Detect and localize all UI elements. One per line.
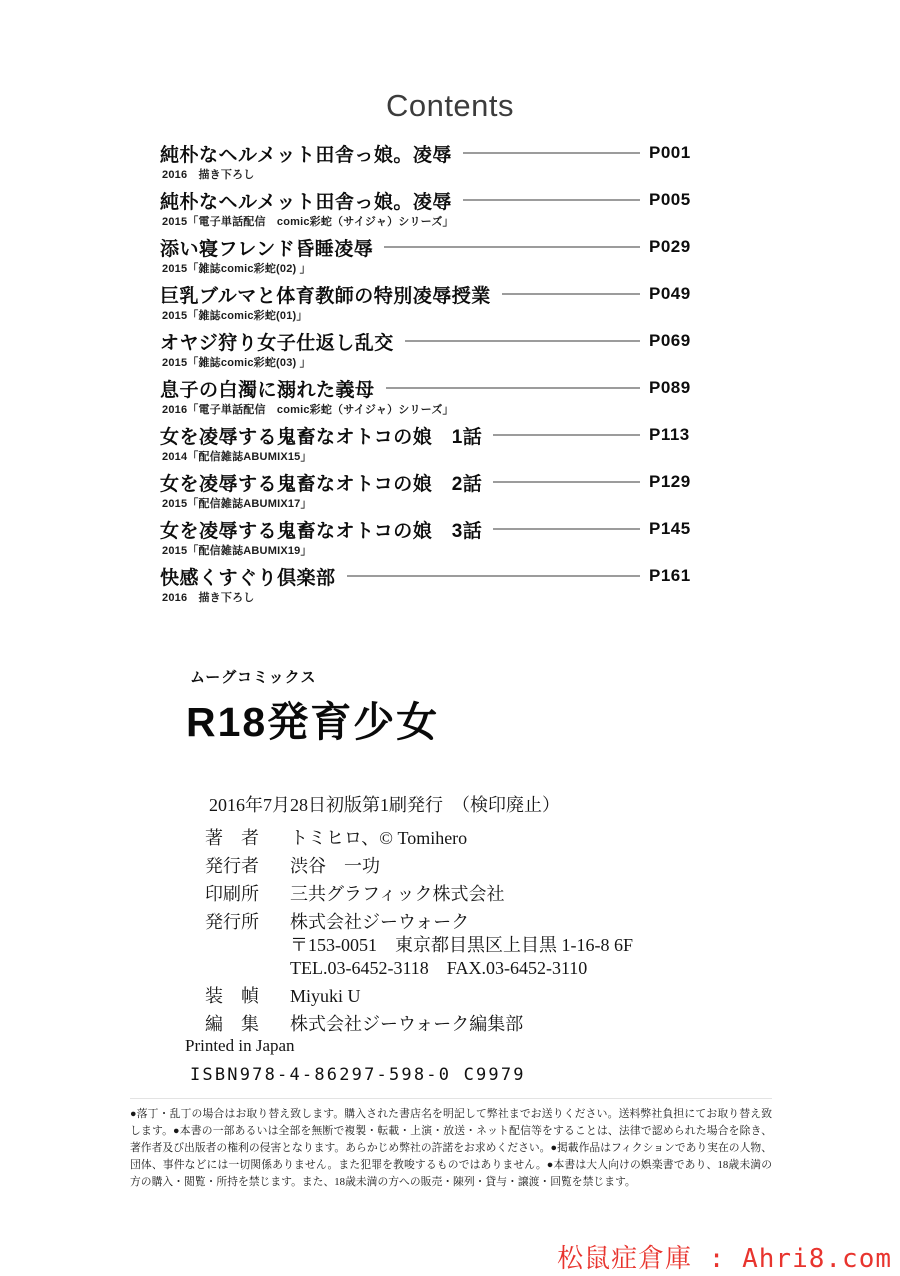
toc-entry-source: 2016 描き下ろし (162, 592, 255, 604)
toc-entry-title: 女を凌辱する鬼畜なオトコの娘 3話 (160, 520, 483, 542)
colophon-row-editing (205, 1013, 633, 1036)
colophon-label: 編 集 (205, 1014, 259, 1034)
page-title: Contents (385, 88, 515, 123)
toc-entry-page: P069 (649, 331, 691, 350)
toc-entry-title: 女を凌辱する鬼畜なオトコの娘 2話 (160, 473, 483, 495)
toc-entry-page: P049 (649, 284, 691, 303)
colophon-row-publisher-person (205, 855, 633, 878)
leader-line (493, 434, 640, 436)
colophon-label: 著 者 (205, 828, 259, 848)
colophon-row-publisher-company (205, 911, 633, 980)
toc-entry-source: 2015「雑誌comic彩蛇(01)」 (162, 310, 308, 322)
toc-entry (160, 141, 692, 181)
colophon-value: トミヒロ、© Tomihero (290, 828, 468, 848)
toc-entry-title: 添い寝フレンド昏睡凌辱 (160, 238, 374, 260)
toc-entry-page: P001 (649, 143, 691, 162)
printed-in-japan: Printed in Japan (185, 1036, 295, 1055)
publisher-address: 〒153-0051 東京都目黒区上目黒 1-16-8 6F (290, 935, 633, 955)
leader-line (347, 575, 640, 577)
toc-entry-page: P145 (649, 519, 691, 538)
toc-entry-title: 純朴なヘルメット田舎っ娘。凌辱 (160, 144, 452, 166)
toc-entry-page: P005 (649, 190, 691, 209)
toc-entry-source: 2016「電子単話配信 comic彩蛇（サイジャ）シリーズ」 (162, 404, 454, 416)
colophon (205, 827, 633, 1041)
edition-line: 2016年7月28日初版第1刷発行 （検印廃止） (209, 795, 560, 815)
colophon-value: 株式会社ジーウォーク (290, 912, 470, 932)
toc-entry-title: 巨乳ブルマと体育教師の特別凌辱授業 (160, 285, 491, 307)
publisher-phone: TEL.03-6452-3118 FAX.03-6452-3110 (290, 958, 588, 978)
toc-entry-title: 純朴なヘルメット田舎っ娘。凌辱 (160, 191, 452, 213)
toc-entry-source: 2015「電子単話配信 comic彩蛇（サイジャ）シリーズ」 (162, 216, 454, 228)
toc-entry-page: P089 (649, 378, 691, 397)
toc-entry-source: 2014「配信雑誌ABUMIX15」 (162, 451, 312, 463)
colophon-label: 発行所 (205, 912, 259, 932)
toc-entry (160, 423, 692, 463)
colophon-row-author (205, 827, 633, 850)
colophon-value: 株式会社ジーウォーク編集部 (290, 1014, 524, 1034)
toc-entry-source: 2015「配信雑誌ABUMIX17」 (162, 498, 312, 510)
toc-entry-source: 2015「配信雑誌ABUMIX19」 (162, 545, 312, 557)
toc-entry-source: 2015「雑誌comic彩蛇(02) 」 (162, 263, 311, 275)
colophon-row-design (205, 985, 633, 1008)
toc-entry-title: 女を凌辱する鬼畜なオトコの娘 1話 (160, 426, 483, 448)
toc-entry-title: オヤジ狩り女子仕返し乱交 (160, 332, 394, 354)
colophon-value: 渋谷 一功 (290, 856, 380, 876)
colophon-value: Miyuki U (290, 986, 361, 1006)
toc-entry (160, 188, 692, 228)
colophon-label: 印刷所 (205, 884, 259, 904)
table-of-contents (160, 141, 692, 611)
leader-line (405, 340, 640, 342)
leader-line (463, 199, 640, 201)
colophon-label: 装 幀 (205, 986, 259, 1006)
book-title: R18発育少女 (186, 699, 440, 745)
toc-entry (160, 376, 692, 416)
watermark-text: 松鼠症倉庫 : Ahri8.com (557, 1244, 892, 1274)
toc-entry (160, 329, 692, 369)
leader-line (493, 528, 640, 530)
toc-entry (160, 235, 692, 275)
toc-entry-title: 息子の白濁に溺れた義母 (160, 379, 375, 401)
toc-entry (160, 564, 692, 604)
leader-line (502, 293, 640, 295)
leader-line (493, 481, 640, 483)
imprint-label: ムーグコミックス (190, 669, 317, 686)
colophon-value: 三共グラフィック株式会社 (290, 884, 505, 904)
legal-notice: ●落丁・乱丁の場合はお取り替え致します。購入された書店名を明記して弊社までお送りください。送料弊社負担にてお取り替え致します。●本書の一部あるいは全部を無断で複製・転載・上演・放送・ネット配信等をすることは、法律で認められた場合を除き、著作者及び出版者の権利の侵害となります。あらかじめ弊社の許諾をお求めください。●掲載作品はフィクションであり実在の人物、団体、事件などには一切関係ありません。また犯罪を教唆するものではありません。●本書は大人向けの娯楽書であり、18歳未満の方の購入・閲覧・所持を禁じます。また、18歳未満の方への販売・陳列・貸与・譲渡・回覧を禁じます。 (130, 1098, 772, 1191)
leader-line (384, 246, 640, 248)
leader-line (386, 387, 640, 389)
toc-entry-page: P029 (649, 237, 691, 256)
colophon-row-printer (205, 883, 633, 906)
toc-entry-page: P161 (649, 566, 691, 585)
toc-entry-source: 2015「雑誌comic彩蛇(03) 」 (162, 357, 311, 369)
toc-entry-title: 快感くすぐり倶楽部 (160, 567, 336, 589)
toc-entry-page: P129 (649, 472, 691, 491)
toc-entry (160, 517, 692, 557)
colophon-label: 発行者 (205, 856, 259, 876)
isbn-code: ISBN978-4-86297-598-0 C9979 (190, 1065, 526, 1085)
toc-entry-page: P113 (649, 425, 690, 444)
toc-entry (160, 470, 692, 510)
toc-entry (160, 282, 692, 322)
toc-entry-source: 2016 描き下ろし (162, 169, 255, 181)
leader-line (463, 152, 640, 154)
